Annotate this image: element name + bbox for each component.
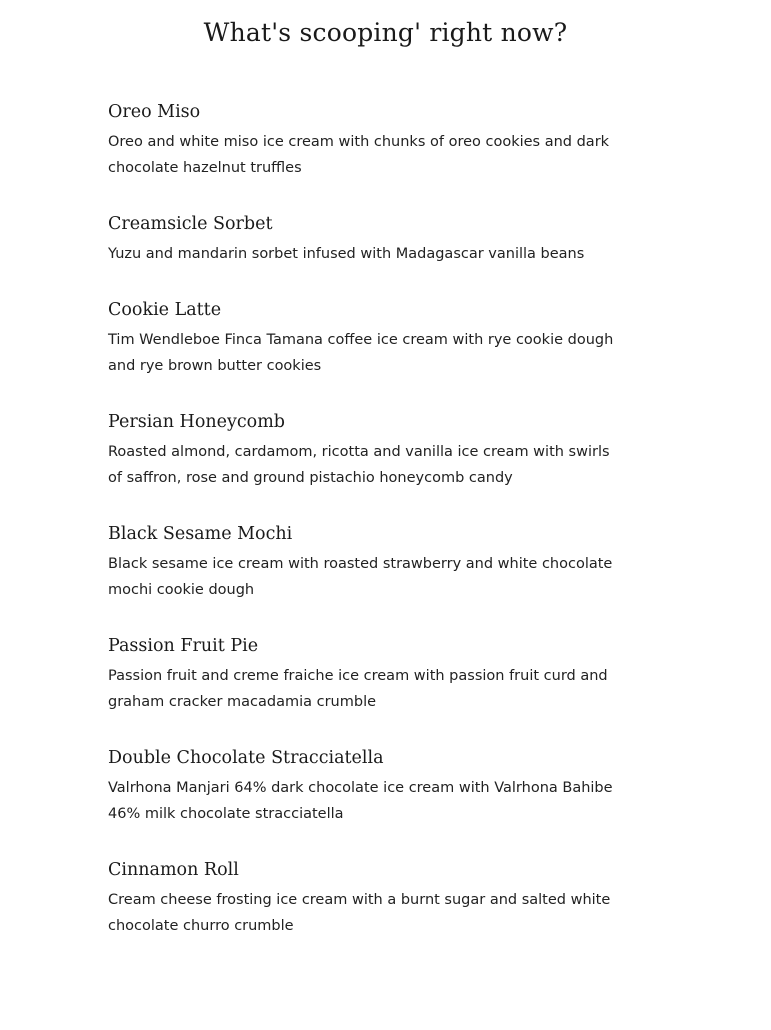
- flavor-description: Oreo and white miso ice cream with chunks of oreo cookies and dark chocolate hazelnut truffles: [108, 134, 610, 176]
- flavor-item-double-chocolate-stracciatella: [108, 746, 628, 858]
- flavor-item-cookie-latte: [108, 298, 628, 410]
- flavor-item-creamsicle-sorbet: [108, 212, 628, 298]
- flavor-list: [108, 100, 628, 970]
- flavor-name: Creamsicle Sorbet: [108, 214, 273, 234]
- flavor-name: Cookie Latte: [108, 300, 222, 320]
- flavor-item-oreo-miso: [108, 100, 628, 212]
- flavor-item-passion-fruit-pie: [108, 634, 628, 746]
- page-title: What's scooping' right now?: [203, 18, 568, 47]
- flavor-name: Black Sesame Mochi: [108, 524, 293, 544]
- flavor-description: Passion fruit and creme fraiche ice cream with passion fruit curd and graham cracker macadamia crumble: [108, 668, 608, 710]
- flavor-item-cinnamon-roll: [108, 858, 628, 970]
- flavor-description: Valrhona Manjari 64% dark chocolate ice cream with Valrhona Bahibe 46% milk chocolate stracciatella: [108, 780, 613, 822]
- flavor-name: Passion Fruit Pie: [108, 636, 259, 656]
- flavor-description: Yuzu and mandarin sorbet infused with Madagascar vanilla beans: [108, 246, 585, 262]
- flavor-name: Double Chocolate Stracciatella: [108, 748, 384, 768]
- flavor-item-black-sesame-mochi: [108, 522, 628, 634]
- flavor-name: Cinnamon Roll: [108, 860, 239, 880]
- flavor-description: Cream cheese frosting ice cream with a burnt sugar and salted white chocolate churro crumble: [108, 892, 611, 934]
- flavor-name: Oreo Miso: [108, 102, 201, 122]
- flavor-description: Roasted almond, cardamom, ricotta and vanilla ice cream with swirls of saffron, rose and ground pistachio honeycomb candy: [108, 444, 610, 486]
- flavor-description: Tim Wendleboe Finca Tamana coffee ice cream with rye cookie dough and rye brown butter cookies: [108, 332, 614, 374]
- flavor-item-persian-honeycomb: [108, 410, 628, 522]
- flavor-name: Persian Honeycomb: [108, 412, 285, 432]
- flavor-description: Black sesame ice cream with roasted strawberry and white chocolate mochi cookie dough: [108, 556, 613, 598]
